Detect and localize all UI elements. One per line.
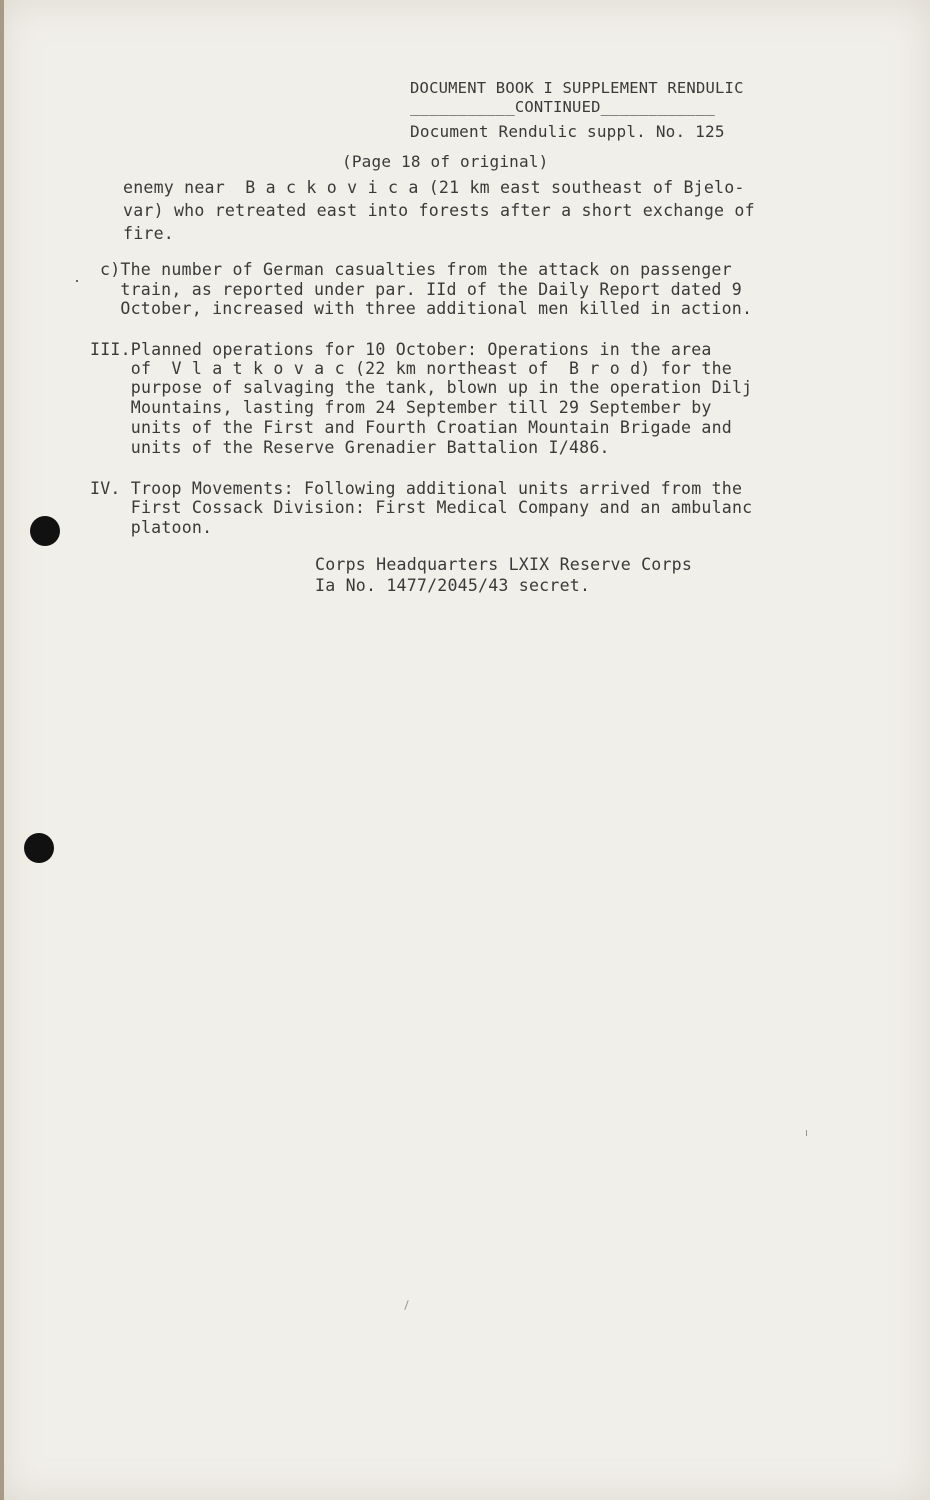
paragraph-line: var) who retreated east into forests after a short exchange of <box>123 201 755 220</box>
paragraph-line: Mountains, lasting from 24 September till 29 September by <box>90 398 712 417</box>
paragraph-line: units of the Reserve Grenadier Battalion I/486. <box>90 438 610 457</box>
binder-hole <box>30 516 60 546</box>
paper-mark <box>806 1130 807 1136</box>
paragraph-line: October, increased with three additional men killed in action. <box>100 299 753 318</box>
paragraph-line: III.Planned operations for 10 October: Operations in the area <box>90 340 712 359</box>
paragraph-line: enemy near B a c k o v i c a (21 km east southeast of Bjelo- <box>123 178 745 197</box>
continued-line: ___________CONTINUED____________ <box>410 98 716 116</box>
binder-hole <box>24 833 54 863</box>
paper-mark <box>404 1300 408 1310</box>
margin-dot <box>76 280 78 282</box>
paragraph-line: c)The number of German casualties from the attack on passenger <box>100 260 732 279</box>
reference-number: Ia No. 1477/2045/43 secret. <box>315 576 591 595</box>
paragraph-line: First Cossack Division: First Medical Company and an ambulanc <box>90 498 753 517</box>
paragraph-line: train, as reported under par. IId of the Daily Report dated 9 <box>100 280 742 299</box>
paragraph-line: units of the First and Fourth Croatian Mountain Brigade and <box>90 418 732 437</box>
signature-line: Corps Headquarters LXIX Reserve Corps <box>315 555 693 574</box>
paragraph-line: IV. Troop Movements: Following additional units arrived from the <box>90 479 743 498</box>
paragraph-line: fire. <box>123 224 174 243</box>
paragraph-line: of V l a t k o v a c (22 km northeast of B r o d) for the <box>90 359 732 378</box>
document-number: Document Rendulic suppl. No. 125 <box>410 122 725 141</box>
page-edge <box>0 0 4 1500</box>
document-book-title: DOCUMENT BOOK I SUPPLEMENT RENDULIC <box>410 79 744 97</box>
page-reference: (Page 18 of original) <box>342 152 549 171</box>
paragraph-line: platoon. <box>90 518 213 537</box>
paragraph-line: purpose of salvaging the tank, blown up in the operation Dilj <box>90 378 753 397</box>
